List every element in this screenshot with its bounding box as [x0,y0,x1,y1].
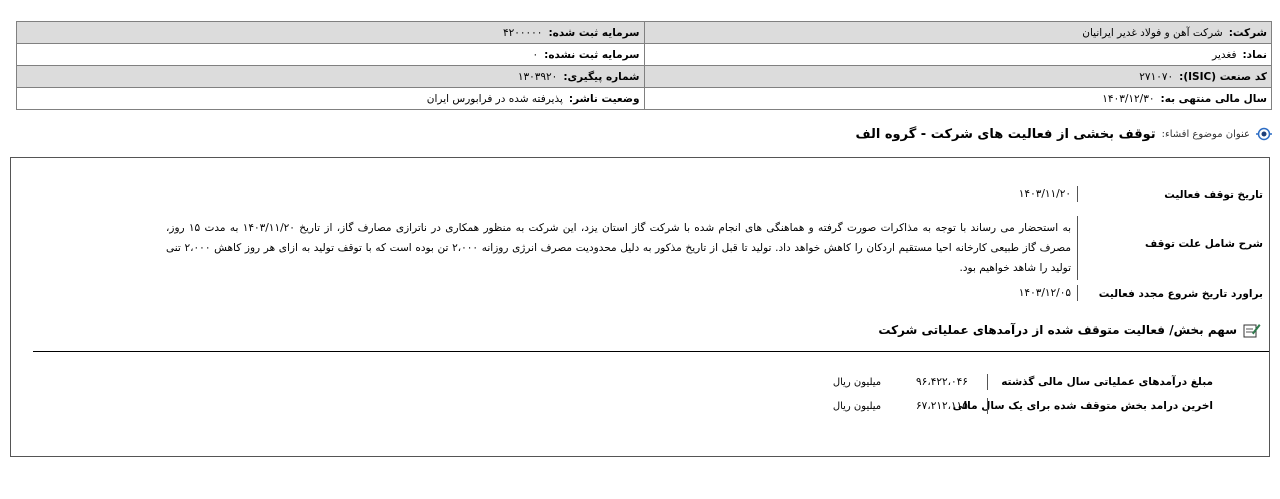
unregistered-capital-label: سرمایه ثبت نشده: [544,48,640,61]
topic-title: توقف بخشی از فعالیت های شرکت - گروه الف [855,126,1156,142]
tracking-label: شماره پیگیری: [563,70,640,83]
info-row [17,44,1272,66]
stop-date-label: تاریخ توقف فعالیت [1164,189,1263,201]
publisher-status-cell [17,88,645,110]
symbol-label: نماد: [1242,48,1267,61]
topic-label: عنوان موضوع افشاء: [1161,128,1250,140]
stop-date-row [1013,186,1269,202]
tracking-value: ۱۳۰۳۹۲۰ [517,70,558,83]
revenue-unit: میلیون ریال [832,376,882,388]
target-icon [1256,126,1272,142]
info-row [17,66,1272,88]
restart-value: ۱۴۰۳/۱۲/۰۵ [1013,285,1078,301]
company-value: شرکت آهن و فولاد غدیر ایرانیان [1082,26,1223,39]
publisher-status-value: پذیرفته شده در فرابورس ایران [426,92,563,105]
isic-value: ۲۷۱۰۷۰ [1139,70,1174,83]
share-section-title: سهم بخش/ فعالیت متوقف شده از درآمدهای عملیاتی شرکت [878,323,1237,337]
revenue-row [817,372,1219,392]
registered-capital-value: ۴۲۰۰۰۰۰ [502,26,543,39]
reason-row [160,216,1269,280]
stopped-segment-revenue-unit: میلیون ریال [832,400,882,412]
fiscal-year-label: سال مالی منتهی به: [1160,92,1267,105]
publisher-status-label: وضعیت ناشر: [568,92,640,105]
section-divider [33,351,1269,352]
reason-value: به استحضار می رساند با توجه به مذاکرات صورت گرفته و هماهنگی های انجام شده با شرکت گاز استان یزد، این شرکت به منظور همکاری در ناترازی مصارف گاز، از تاریخ ۱۴۰۳/۱۱/۲۰ به مدت ۱۵ روز، مصرف گاز طبیعی کارخانه احیا مستقیم اردکان را کاهش خواهد داد. تولید تا قبل از تاریخ مذکور به دلیل محدودیت مصرف انرژی روزانه ۲،۰۰۰ تن بوده است که با توقف تولید به ازای هر روز کاهش ۲،۰۰۰ تنی تولید را شاهد خواهیم بود. [160,216,1078,280]
tracking-cell [17,66,645,88]
unregistered-capital-cell [17,44,645,66]
edit-note-icon [1243,321,1261,339]
disclosure-topic [856,126,1272,142]
symbol-cell [644,44,1272,66]
restart-row [1013,285,1269,301]
disclosure-content-box [10,157,1270,457]
company-cell [644,22,1272,44]
registered-capital-cell [17,22,645,44]
revenue-value: ۹۶،۴۲۲،۰۴۶ [897,374,988,390]
unregistered-capital-value: ۰ [532,48,539,61]
fiscal-year-value: ۱۴۰۳/۱۲/۳۰ [1102,92,1155,105]
company-label: شرکت: [1228,26,1267,39]
symbol-value: فغدیر [1212,48,1237,61]
fiscal-year-cell [644,88,1272,110]
reason-label: شرح شامل علت توقف [1144,238,1263,250]
info-row [17,88,1272,110]
stopped-segment-revenue-row [817,396,1219,416]
restart-label: براورد تاریخ شروع مجدد فعالیت [1098,288,1263,300]
company-info-table [16,21,1272,110]
stopped-segment-revenue-value: ۶۷،۲۱۲،۱۱۵ [897,398,988,414]
isic-label: کد صنعت (ISIC): [1179,70,1267,83]
stop-date-value: ۱۴۰۳/۱۱/۲۰ [1013,186,1078,202]
info-row [17,22,1272,44]
registered-capital-label: سرمایه ثبت شده: [548,26,640,39]
isic-cell [644,66,1272,88]
share-section-header [878,321,1261,339]
stopped-segment-revenue-label: اخرین درامد بخش متوقف شده برای یک سال مالی [952,400,1213,412]
revenue-label: مبلغ درآمدهای عملیاتی سال مالی گذشته [1001,376,1213,388]
